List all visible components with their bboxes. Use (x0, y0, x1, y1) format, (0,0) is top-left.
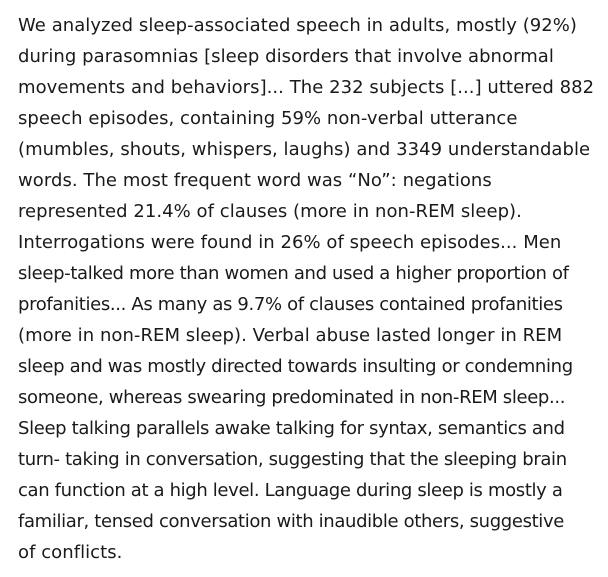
text-line: (mumbles, shouts, whispers, laughs) and 3349 understandable (18, 139, 591, 160)
text-line: words. The most frequent word was “No”: negations (18, 170, 492, 191)
text-line: Sleep talking parallels awake talking for syntax, semantics and (18, 418, 565, 439)
text-line: of conflicts. (18, 542, 123, 563)
text-line: turn- taking in conversation, suggesting that the sleeping brain (18, 449, 567, 470)
text-line: profanities... As many as 9.7% of clauses contained profanities (18, 294, 563, 315)
text-line: Interrogations were found in 26% of speech episodes... Men (18, 232, 562, 253)
text-line: familiar, tensed conversation with inaudible others, suggestive (18, 511, 564, 532)
text-line: sleep-talked more than women and used a higher proportion of (18, 263, 569, 284)
text-line: sleep and was mostly directed towards insulting or condemning (18, 356, 573, 377)
text-line: (more in non-REM sleep). Verbal abuse lasted longer in REM (18, 325, 563, 346)
text-line: can function at a high level. Language during sleep is mostly a (18, 480, 563, 501)
text-line: represented 21.4% of clauses (more in non-REM sleep). (18, 201, 522, 222)
text-line: speech episodes, containing 59% non-verbal utterance (18, 108, 518, 129)
text-line: during parasomnias [sleep disorders that involve abnormal (18, 46, 554, 67)
text-line: someone, whereas swearing predominated in non-REM sleep... (18, 387, 566, 408)
text-line: movements and behaviors]... The 232 subjects [...] uttered 882 (18, 77, 595, 98)
text-line: We analyzed sleep-associated speech in adults, mostly (92%) (18, 15, 577, 36)
abstract-text (18, 10, 598, 568)
